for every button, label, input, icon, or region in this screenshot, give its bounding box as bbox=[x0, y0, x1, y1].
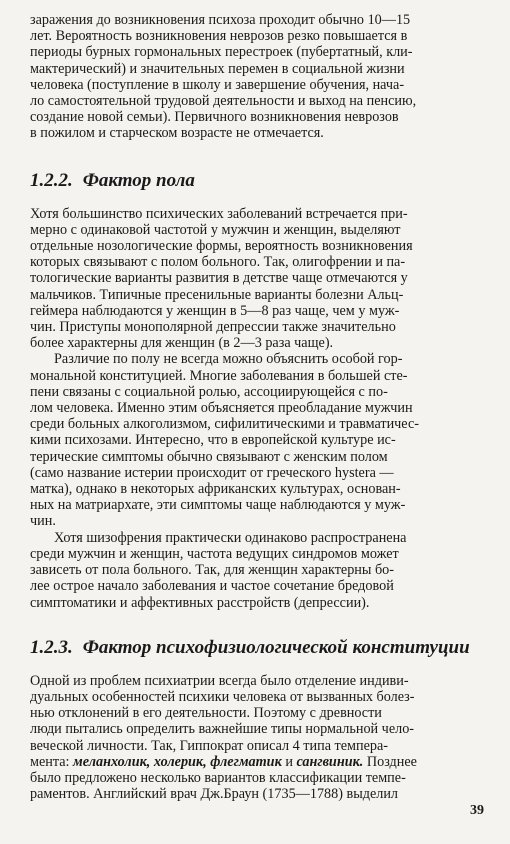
paragraph-sex-frequency: Хотя большинство психических заболеваний встречается при- мерно с одинаковой частотой у мужчин и женщин, выделяют отдельные нозологические формы, вероятность возникновения которых связывают с полом больного. Так, олигофрении и па- тологические варианты развития в детстве чаще отмечаются у мальчиков. Типичные пресенильные варианты болезни Альц- геймера наблюдаются у женщин в 5—8 раз чаще, чем у муж- чин. Приступы монополярной депрессии также значительно более характерны для женщин (в 2—3 раза чаще). bbox=[30, 205, 413, 352]
paragraph-text: Одной из проблем психиатрии всегда было отделение индиви- дуальных особенностей психики человека от вызванных болез- нью отклонений в его деятельности. Поэтому с древности люди пытались определить важнейшие типы нормальной чело- веческой личности. Так, Гиппократ описал 4 типа темпера- мента: bbox=[30, 672, 415, 770]
paragraph-text: Позднее было предложено несколько вариантов классификации темпе- раментов. Английский врач Дж.Браун (1735—1788) выделил bbox=[30, 753, 417, 803]
section-heading-constitution-factor bbox=[30, 637, 484, 659]
page-number: 39 bbox=[470, 803, 484, 818]
paragraph-neuroses-onset: заражения до возникновения психоза проходит обычно 10—15 лет. Вероятность возникновения неврозов резко повышается в периоды бурных гормональных перестроек (пубертатный, кли- мактерический) и значительных перемен в социальной жизни человека (поступление в школу и завершение обучения, нача- ло самостоятельной трудовой деятельности и выход на пенсию, создание новой семьи). Первичного возникновения неврозов в пожилом и старческом возрасте не отмечается. bbox=[30, 12, 417, 142]
section-heading-sex-factor bbox=[30, 170, 484, 192]
paragraph-schizophrenia-sex: Хотя шизофрения практически одинаково распространена среди мужчин и женщин, частота ведущих синдромов может зависеть от пола больного. Так, для женщин характерны бо- лее острое начало заболевания и частое сочетание бредовой симптоматики и аффективных расстройств (депрессии). bbox=[30, 529, 407, 611]
paragraph-temperaments bbox=[30, 673, 484, 803]
section-number: 1.2.2. bbox=[30, 169, 73, 191]
temperament-type-sanguine: сангвиник. bbox=[296, 753, 364, 770]
section-title: Фактор психофизиологической конституции bbox=[82, 636, 470, 658]
temperament-types: меланхолик, холерик, флегматик bbox=[73, 753, 282, 770]
paragraph-sex-social-role: Различие по полу не всегда можно объяснить особой гор- мональной конституцией. Многие заболевания в большей сте- пени связаны с социальной ролью, ассоциирующейся с по- лом человека. Именно этим объясняется преобладание мужчин среди больных алкоголизмом, сифилитическими и травматичес- кими психозами. Интересно, что в европейской культуре ис- терические симптомы обычно связывают с женским полом (само название истерии происходит от греческого hystera — матка), однако в некоторых африканских культурах, основан- ных на матриархате, эти симптомы чаще наблюдаются у муж- чин. bbox=[30, 351, 419, 530]
section-number: 1.2.3. bbox=[30, 636, 73, 658]
section-title: Фактор пола bbox=[82, 169, 195, 191]
paragraph-text: и bbox=[281, 753, 297, 770]
